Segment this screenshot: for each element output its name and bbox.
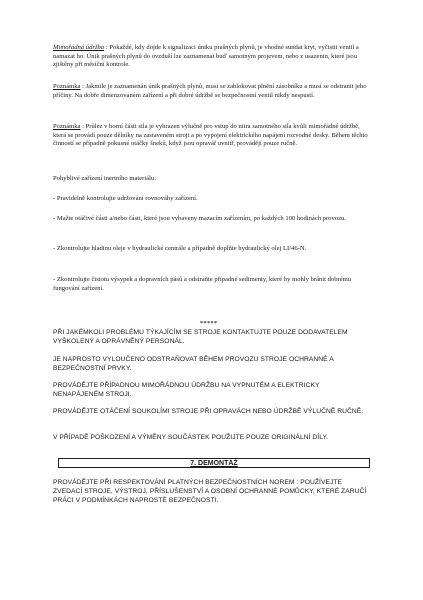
maintenance-label: Mimořádná údržba	[53, 44, 105, 51]
section-header-box	[58, 458, 370, 468]
warning-3: PROVÁDĚJTE PŘÍPADNOU MIMOŘÁDNOU ÚDRŽBU NA VYPNUTÉM A ELEKTRICKY NENAPÁJENÉM STROJI.	[53, 382, 320, 399]
maintenance-text: : Pokaždé, kdy dojde k signalizaci úniku prašných plynů, je vhodné sundat kryt, vyčistit ventil a namazat ho. Únik prašných plynů do ovzduší lze zaznamenat buď samotným projevem, nebo z usazenin, které jsou zjištěny při měsíční kontrole.	[53, 44, 359, 69]
section-title: 7. DEMONTÁŽ	[190, 460, 238, 467]
note-paragraph-1	[53, 83, 371, 100]
note-text-2: : Průlez v horní části sila je vyhrazen výlučně pro vstup do nitra samotného sila kvůli mimořádné údržbě, která se provádí pouze dělníky na zastaveném stroji a po vypojení elektrického napájení rozvodné desky. Během těchto činností se případně pokusné otáčky šneků, když jsou opravář uvnitř, provádějí pouze ručně.	[53, 123, 368, 148]
bullet-4: - Zkontrolujte čistotu výsypek a dopravních pásů a odstraňte případné sedimenty, které by mohly bránit dobrému fungování zařízení.	[53, 276, 352, 292]
warning-5: V PŘÍPADĚ POŠKOZENÍ A VÝMĚNY SOUČÁSTEK POUŽIJTE POUZE ORIGINÁLNÍ DÍLY.	[53, 434, 329, 441]
maintenance-paragraph	[53, 44, 371, 70]
bullet-1: - Pravidelně kontrolujte udržování rovnováhy zařízení.	[53, 195, 198, 202]
warning-4: PROVÁDĚJTE OTÁČENÍ SOUKOLÍMI STROJE PŘI OPRAVÁCH NEBO ÚDRŽBĚ VÝLUČNĚ RUČNĚ.	[53, 408, 364, 415]
bullet-2: - Mažte otáčivé části a/nebo části, které jsou vybaveny mazacím zařízením, po každých 100 hodinách provozu.	[53, 215, 346, 222]
bullet-3: - Zkontrolujte hladinu oleje v hydraulické centrále a případně doplňte hydraulický olej LI/46-N.	[53, 245, 307, 252]
note-label-1: Poznámka	[53, 83, 81, 90]
note-paragraph-2	[53, 123, 371, 149]
note-text-1: : Jakmile je zaznamenán únik prašných plynů, musí se zablokovat plnění zásobníku a musí se odstranit jeho příčiny. Na dobře dimenzovaném zařízení a při dobré údržbě se bezpečnostní ventil nikdy nespustí.	[53, 83, 367, 99]
note-label-2: Poznámka	[53, 123, 81, 130]
warning-2: JE NAPROSTO VYLOUČENO ODSTRAŇOVAT BĚHEM PROVOZU STROJE OCHRANNÉ A BEZPEČNOSTNÍ PRVKY.	[53, 356, 334, 373]
dismantling-text: PROVÁDĚJTE PŘI RESPEKTOVÁNÍ PLATNÝCH BEZPEČNOSTNÍCH NOREM : POUŽÍVEJTE ZVEDACÍ STROJE, VÝSTROJ, PŘÍSLUŠENSTVÍ A OSOBNÍ OCHRANNÉ POMŮCKY, KTERÉ ZARUČÍ PRÁCI V PODMÍNKÁCH NAPROSTÉ BEZPEČNOSTI.	[53, 479, 367, 505]
separator: *****	[200, 321, 218, 327]
moving-parts-heading: Pohyblivé zařízení inertního materiálu:	[53, 175, 157, 182]
warning-1: PŘI JAKÉMKOLI PROBLÉMU TÝKAJÍCÍM SE STROJE KONTAKTUJTE POUZE DODAVATELEM VYŠKOLENÝ A OPRÁVNĚNÝ PERSONÁL.	[53, 329, 348, 346]
